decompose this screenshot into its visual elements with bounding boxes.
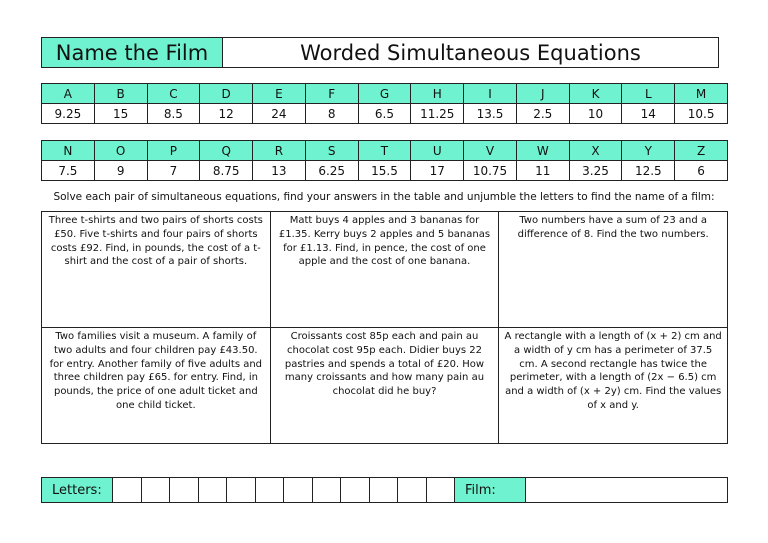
letter-box[interactable]	[170, 478, 199, 503]
question-text: A rectangle with a length of (x + 2) cm and a width of y cm has a perimeter of 37.5 cm. A second rectangle has twice the perimeter, with a length of (2x − 6.5) cm and a width of (x + 2y) cm. Find the values of x and y.	[504, 331, 722, 411]
question-text: Matt buys 4 apples and 3 bananas for £1.35. Kerry buys 2 apples and 5 bananas for £1.13. Find, in pence, the cost of one apple and the cost of one banana.	[278, 215, 491, 268]
question-cell[interactable]	[270, 328, 499, 444]
questions-row	[42, 328, 728, 444]
question-cell[interactable]	[499, 212, 728, 328]
key-value: 3.25	[569, 161, 622, 181]
key-value: 14	[622, 104, 675, 124]
letter-box[interactable]	[255, 478, 284, 503]
question-text: Three t-shirts and two pairs of shorts costs £50. Five t-shirts and four pairs of shorts costs £92. Find, in pounds, the cost of a t-shirt and the cost of a pair of shorts.	[48, 215, 263, 268]
key-letter: F	[305, 84, 358, 104]
key-value: 8.5	[147, 104, 200, 124]
key-value: 24	[253, 104, 306, 124]
key-letter: Q	[200, 141, 253, 161]
key-value: 8.75	[200, 161, 253, 181]
key-value: 6	[675, 161, 728, 181]
letter-key-table-2	[41, 140, 728, 181]
key-value: 13	[253, 161, 306, 181]
key-letter: N	[42, 141, 95, 161]
key-value: 2.5	[516, 104, 569, 124]
letter-box[interactable]	[398, 478, 427, 503]
key-value: 12.5	[622, 161, 675, 181]
key-value: 15.5	[358, 161, 411, 181]
key-letter: Z	[675, 141, 728, 161]
key-letter: X	[569, 141, 622, 161]
question-cell[interactable]	[42, 212, 271, 328]
question-cell[interactable]	[270, 212, 499, 328]
key-value: 6.25	[305, 161, 358, 181]
key-letter: G	[358, 84, 411, 104]
answer-bar	[41, 477, 728, 503]
key-value: 11.25	[411, 104, 464, 124]
questions-row	[42, 212, 728, 328]
letter-box[interactable]	[113, 478, 142, 503]
letter-box[interactable]	[341, 478, 370, 503]
key-letter: V	[464, 141, 517, 161]
key-value: 10.5	[675, 104, 728, 124]
key-value: 11	[516, 161, 569, 181]
key-letter: S	[305, 141, 358, 161]
question-cell[interactable]	[499, 328, 728, 444]
letter-key-table-1	[41, 83, 728, 124]
letter-box[interactable]	[284, 478, 313, 503]
key-values-row	[42, 104, 728, 124]
key-value: 10	[569, 104, 622, 124]
letter-box[interactable]	[227, 478, 256, 503]
questions-grid	[41, 211, 728, 444]
key-letter: J	[516, 84, 569, 104]
letters-label: Letters:	[42, 478, 113, 503]
key-value: 6.5	[358, 104, 411, 124]
key-value: 17	[411, 161, 464, 181]
key-letter: D	[200, 84, 253, 104]
key-letter: B	[94, 84, 147, 104]
key-value: 12	[200, 104, 253, 124]
key-value: 10.75	[464, 161, 517, 181]
letter-box[interactable]	[369, 478, 398, 503]
key-letter: H	[411, 84, 464, 104]
key-letter: C	[147, 84, 200, 104]
key-letter: R	[253, 141, 306, 161]
key-letter: O	[94, 141, 147, 161]
letter-box[interactable]	[312, 478, 341, 503]
key-letter: A	[42, 84, 95, 104]
key-letter: W	[516, 141, 569, 161]
key-value: 9.25	[42, 104, 95, 124]
letter-box[interactable]	[141, 478, 170, 503]
key-letter: E	[253, 84, 306, 104]
key-value: 7	[147, 161, 200, 181]
question-cell[interactable]	[42, 328, 271, 444]
key-letters-row	[42, 84, 728, 104]
key-value: 8	[305, 104, 358, 124]
question-text: Two families visit a museum. A family of two adults and four children pay £43.50. for entry. Another family of five adults and three children pay £65. for entry. Find, in pounds, the price of one adult ticket and one child ticket.	[49, 331, 263, 411]
question-text: Croissants cost 85p each and pain au chocolat cost 95p each. Didier buys 22 pastries and spends a total of £20. How many croissants and how many pain au chocolat did he buy?	[284, 331, 485, 398]
key-letter: U	[411, 141, 464, 161]
film-answer-box[interactable]	[526, 478, 728, 503]
key-letter: P	[147, 141, 200, 161]
key-value: 7.5	[42, 161, 95, 181]
key-letter: L	[622, 84, 675, 104]
page-title: Name the Film	[41, 37, 223, 68]
key-values-row	[42, 161, 728, 181]
key-letter: M	[675, 84, 728, 104]
key-value: 15	[94, 104, 147, 124]
key-letter: K	[569, 84, 622, 104]
key-value: 9	[94, 161, 147, 181]
instructions-text: Solve each pair of simultaneous equations, find your answers in the table and unjumble the letters to find the name of a film:	[53, 191, 715, 203]
key-value: 13.5	[464, 104, 517, 124]
question-text: Two numbers have a sum of 23 and a difference of 8. Find the two numbers.	[517, 215, 709, 240]
page-subtitle: Worded Simultaneous Equations	[222, 37, 719, 68]
key-letters-row	[42, 141, 728, 161]
key-letter: I	[464, 84, 517, 104]
film-label: Film:	[455, 478, 526, 503]
letter-box[interactable]	[426, 478, 455, 503]
letter-box[interactable]	[198, 478, 227, 503]
key-letter: Y	[622, 141, 675, 161]
key-letter: T	[358, 141, 411, 161]
